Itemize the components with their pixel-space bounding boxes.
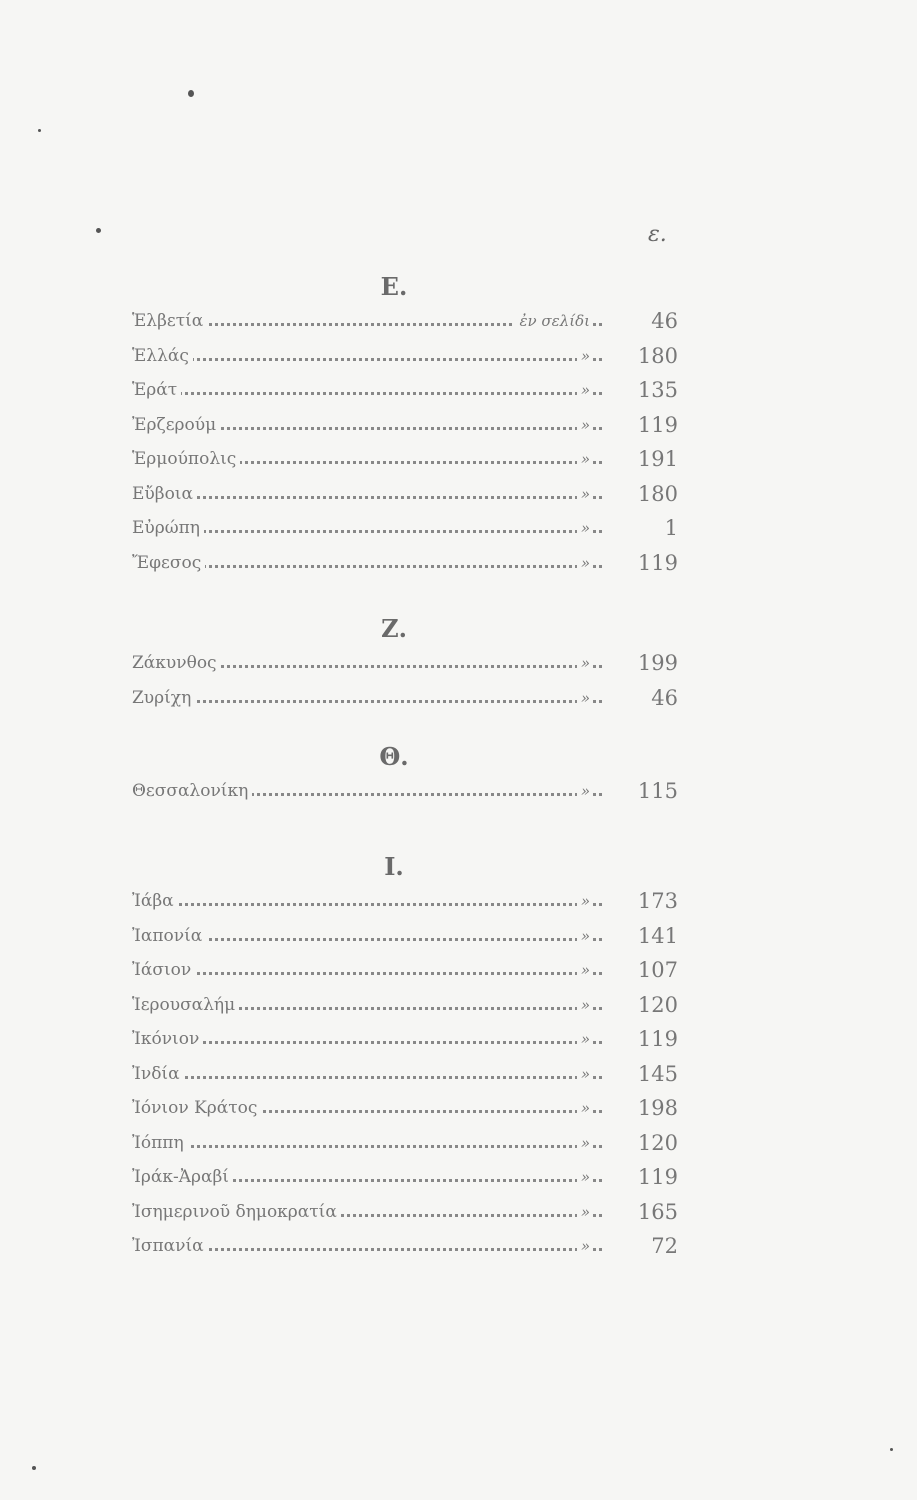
entry-page: 145 <box>630 1057 678 1092</box>
index-section <box>132 740 678 809</box>
entry-ref: » <box>577 919 590 954</box>
entry-page: 191 <box>630 442 678 477</box>
entry-page: 198 <box>630 1091 678 1126</box>
index-entry <box>132 408 678 443</box>
index-entry <box>132 1160 678 1195</box>
dot-leader <box>132 1057 602 1079</box>
index-entry <box>132 988 678 1023</box>
entry-ref: » <box>577 1126 590 1161</box>
entry-name: Ἑλβετία <box>132 304 207 339</box>
index-entry <box>132 546 678 581</box>
index-entry <box>132 774 678 809</box>
entry-page: 120 <box>630 988 678 1023</box>
entry-name: Ἰάσιον <box>132 953 195 988</box>
entry-name: Ἰκόνιον <box>132 1022 203 1057</box>
index-entry <box>132 304 678 339</box>
entry-name: Ἰόνιον Κράτος <box>132 1091 261 1126</box>
entry-page: 119 <box>630 1160 678 1195</box>
entry-page: 72 <box>630 1229 678 1264</box>
dot-leader <box>132 373 602 395</box>
entry-name: Εὔβοια <box>132 477 197 512</box>
section-letter: Θ. <box>379 742 409 771</box>
section-letter: Ζ. <box>381 614 407 643</box>
entry-ref: » <box>577 988 590 1023</box>
dot-leader <box>132 884 602 906</box>
index-section <box>132 270 678 580</box>
entry-ref: » <box>577 774 590 809</box>
entry-page: 119 <box>630 546 678 581</box>
speck <box>890 1448 893 1451</box>
index-entry <box>132 1126 678 1161</box>
dot-leader <box>132 681 602 703</box>
dot-leader <box>132 1126 602 1148</box>
entry-page: 173 <box>630 884 678 919</box>
entry-name: Θεσσαλονίκη <box>132 774 252 809</box>
entry-name: Ἑράτ <box>132 373 181 408</box>
entry-name: Ἑρμούπολις <box>132 442 240 477</box>
entry-ref: » <box>577 1091 590 1126</box>
index-entry <box>132 1195 678 1230</box>
entry-name: Ἰράκ-Ἀραβί <box>132 1160 233 1195</box>
entry-ref: » <box>577 646 590 681</box>
entry-ref: » <box>577 408 590 443</box>
entry-ref: » <box>577 477 590 512</box>
entry-ref: » <box>577 511 590 546</box>
index-entry <box>132 339 678 374</box>
speck <box>32 1466 36 1470</box>
index-entry <box>132 646 678 681</box>
index-section <box>132 850 678 1264</box>
index-entry <box>132 511 678 546</box>
dot-leader <box>132 477 602 499</box>
entry-name: Ζάκυνθος <box>132 646 221 681</box>
entry-ref: » <box>577 546 590 581</box>
index-entry <box>132 373 678 408</box>
entry-ref: » <box>577 1160 590 1195</box>
entry-name: Ἰνδία <box>132 1057 184 1092</box>
entry-name: Ἰόππη <box>132 1126 188 1161</box>
entry-page: 107 <box>630 953 678 988</box>
speck <box>96 228 101 233</box>
entry-name: Ἑλλάς <box>132 339 193 374</box>
entry-ref: » <box>577 1195 590 1230</box>
entry-name: Ἰαπονία <box>132 919 206 954</box>
entry-page: 180 <box>630 477 678 512</box>
entry-name: Ἔφεσος <box>132 546 205 581</box>
entry-page: 46 <box>630 681 678 716</box>
speck <box>188 90 194 97</box>
speck <box>38 129 41 132</box>
entry-page: 1 <box>630 511 678 546</box>
entry-ref: » <box>577 953 590 988</box>
entry-name: Ἐρζερούμ <box>132 408 220 443</box>
entry-ref: » <box>577 373 590 408</box>
index-entry <box>132 477 678 512</box>
index-entry <box>132 442 678 477</box>
entry-name: Ἰσημερινοῦ δημοκρατία <box>132 1195 341 1230</box>
dot-leader <box>132 953 602 975</box>
entry-ref: » <box>577 1057 590 1092</box>
index-entry <box>132 1022 678 1057</box>
entry-page: 141 <box>630 919 678 954</box>
entry-page: 180 <box>630 339 678 374</box>
entry-page: 135 <box>630 373 678 408</box>
index-entry <box>132 1091 678 1126</box>
entry-page: 119 <box>630 1022 678 1057</box>
entry-ref: » <box>577 339 590 374</box>
entry-page: 46 <box>630 304 678 339</box>
index-entry <box>132 884 678 919</box>
index-entry <box>132 919 678 954</box>
entry-name: Ζυρίχη <box>132 681 195 716</box>
entry-name: Ἰσπανία <box>132 1229 208 1264</box>
entry-ref: » <box>577 884 590 919</box>
entry-ref: » <box>577 1022 590 1057</box>
index-entry <box>132 1229 678 1264</box>
entry-ref: » <box>577 1229 590 1264</box>
entry-name: Ἰάβα <box>132 884 178 919</box>
entry-page: 120 <box>630 1126 678 1161</box>
page-number: ε. <box>648 222 667 247</box>
index-entry <box>132 681 678 716</box>
entry-page: 119 <box>630 408 678 443</box>
index-entry <box>132 953 678 988</box>
entry-ref: » <box>577 442 590 477</box>
entry-name: Εὐρώπη <box>132 511 204 546</box>
entry-page: 115 <box>630 774 678 809</box>
dot-leader <box>132 339 602 361</box>
index-entry <box>132 1057 678 1092</box>
entry-ref: » <box>577 681 590 716</box>
entry-ref: ἐν σελίδι <box>515 304 590 339</box>
index-section <box>132 612 678 715</box>
section-letter: Ε. <box>380 272 408 301</box>
entry-page: 199 <box>630 646 678 681</box>
entry-page: 165 <box>630 1195 678 1230</box>
entry-name: Ἱερουσαλήμ <box>132 988 239 1023</box>
section-letter: Ι. <box>384 852 404 881</box>
